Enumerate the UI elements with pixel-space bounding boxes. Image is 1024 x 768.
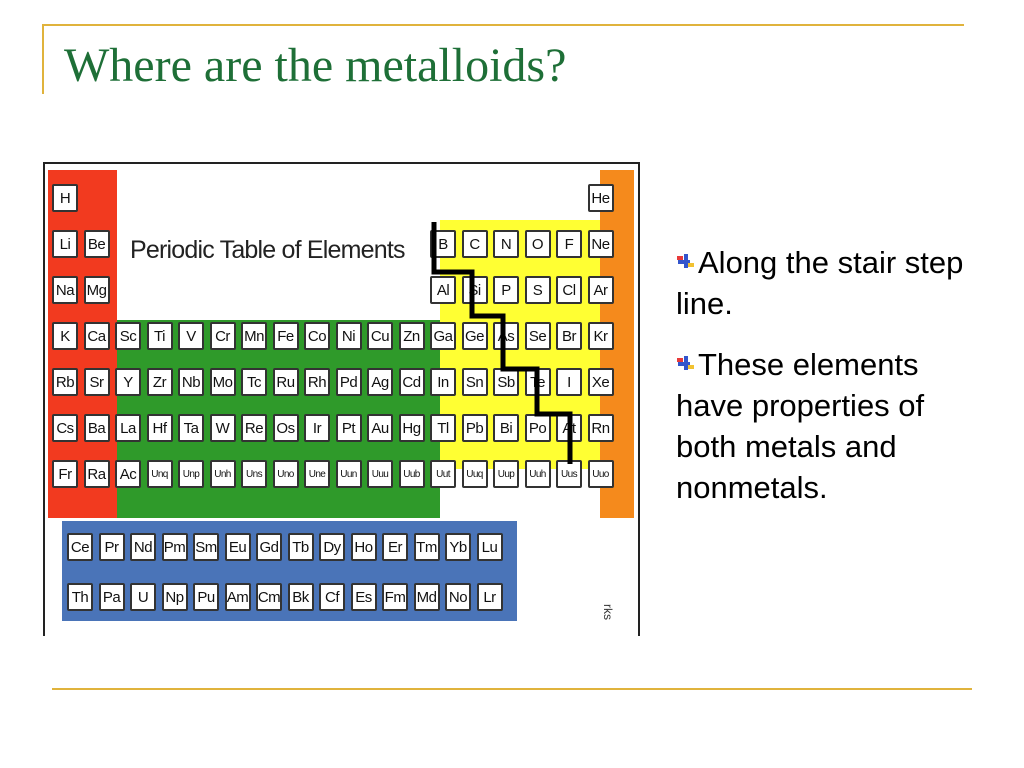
element-cell-tl: Tl [430,414,456,442]
element-cell-w: W [210,414,236,442]
image-credit: rks [601,604,615,620]
top-rule [42,24,964,26]
element-cell-ta: Ta [178,414,204,442]
element-cell-os: Os [273,414,299,442]
element-cell-rh: Rh [304,368,330,396]
element-cell-uut: Uut [430,460,456,488]
element-cell-as: As [493,322,519,350]
element-cell-al: Al [430,276,456,304]
element-cell-fm: Fm [382,583,408,611]
element-cell-lr: Lr [477,583,503,611]
element-cell-unh: Unh [210,460,236,488]
element-cell-uun: Uun [336,460,362,488]
element-cell-uuq: Uuq [462,460,488,488]
element-cell-br: Br [556,322,582,350]
element-cell-ar: Ar [588,276,614,304]
element-cell-y: Y [115,368,141,396]
element-cell-cm: Cm [256,583,282,611]
element-cell-ac: Ac [115,460,141,488]
bullet-text: Along the stair step line. [676,245,964,321]
element-cell-cl: Cl [556,276,582,304]
element-cell-hf: Hf [147,414,173,442]
left-rule [42,24,44,94]
element-cell-pd: Pd [336,368,362,396]
element-cell-ga: Ga [430,322,456,350]
element-cell-ir: Ir [304,414,330,442]
element-cell-ru: Ru [273,368,299,396]
element-cell-ba: Ba [84,414,110,442]
element-cell-dy: Dy [319,533,345,561]
element-cell-be: Be [84,230,110,258]
element-cell-re: Re [241,414,267,442]
element-cell-bk: Bk [288,583,314,611]
element-cell-unp: Unp [178,460,204,488]
element-cell-at: At [556,414,582,442]
element-cell-te: Te [525,368,551,396]
element-cell-uns: Uns [241,460,267,488]
element-cell-ho: Ho [351,533,377,561]
element-cell-se: Se [525,322,551,350]
element-cell-md: Md [414,583,440,611]
element-cell-nb: Nb [178,368,204,396]
element-cell-uuo: Uuo [588,460,614,488]
element-cell-mg: Mg [84,276,110,304]
element-cell-th: Th [67,583,93,611]
element-cell-uub: Uub [399,460,425,488]
element-cell-pt: Pt [336,414,362,442]
element-cell-c: C [462,230,488,258]
element-cell-tc: Tc [241,368,267,396]
element-cell-zr: Zr [147,368,173,396]
element-cell-uup: Uup [493,460,519,488]
element-cell-pu: Pu [193,583,219,611]
element-cell-sr: Sr [84,368,110,396]
element-cell-ag: Ag [367,368,393,396]
element-cell-gd: Gd [256,533,282,561]
element-cell-xe: Xe [588,368,614,396]
element-cell-v: V [178,322,204,350]
bullet-arrow-icon [676,240,696,260]
element-cell-kr: Kr [588,322,614,350]
element-cell-nd: Nd [130,533,156,561]
element-cell-i: I [556,368,582,396]
periodic-table-image [43,162,640,636]
bullet-item [676,342,986,508]
element-cell-unq: Unq [147,460,173,488]
element-cell-mn: Mn [241,322,267,350]
element-cell-ne: Ne [588,230,614,258]
table-heading: Periodic Table of Elements [130,236,405,264]
element-cell-zn: Zn [399,322,425,350]
bottom-rule [52,688,972,690]
element-cell-ge: Ge [462,322,488,350]
element-cell-sc: Sc [115,322,141,350]
element-cell-cr: Cr [210,322,236,350]
element-cell-uuu: Uuu [367,460,393,488]
element-cell-lu: Lu [477,533,503,561]
element-cell-bi: Bi [493,414,519,442]
element-cell-mo: Mo [210,368,236,396]
element-cell-cu: Cu [367,322,393,350]
element-cell-rb: Rb [52,368,78,396]
element-cell-b: B [430,230,456,258]
element-cell-u: U [130,583,156,611]
element-cell-p: P [493,276,519,304]
element-cell-k: K [52,322,78,350]
element-cell-fe: Fe [273,322,299,350]
bullet-arrow-icon [676,342,696,362]
element-cell-in: In [430,368,456,396]
element-cell-es: Es [351,583,377,611]
element-cell-pa: Pa [99,583,125,611]
element-cell-sb: Sb [493,368,519,396]
element-cell-co: Co [304,322,330,350]
element-cell-sn: Sn [462,368,488,396]
element-cell-si: Si [462,276,488,304]
element-cell-eu: Eu [225,533,251,561]
element-cell-am: Am [225,583,251,611]
element-cell-n: N [493,230,519,258]
element-cell-he: He [588,184,614,212]
element-cell-o: O [525,230,551,258]
element-cell-er: Er [382,533,408,561]
element-cell-li: Li [52,230,78,258]
element-cell-no: No [445,583,471,611]
element-cell-ni: Ni [336,322,362,350]
element-cell-rn: Rn [588,414,614,442]
bullet-list [676,240,986,526]
element-cell-uno: Uno [273,460,299,488]
element-cell-ra: Ra [84,460,110,488]
element-cell-uus: Uus [556,460,582,488]
element-cell-au: Au [367,414,393,442]
element-cell-cd: Cd [399,368,425,396]
element-cell-ti: Ti [147,322,173,350]
element-cell-s: S [525,276,551,304]
element-cell-une: Une [304,460,330,488]
element-cell-po: Po [525,414,551,442]
element-cell-pb: Pb [462,414,488,442]
slide-title: Where are the metalloids? [64,39,567,92]
element-cell-tm: Tm [414,533,440,561]
element-cell-ce: Ce [67,533,93,561]
element-cell-pm: Pm [162,533,188,561]
stair-step-polyline [434,222,570,464]
element-cell-tb: Tb [288,533,314,561]
element-cell-np: Np [162,583,188,611]
element-cell-fr: Fr [52,460,78,488]
element-cell-la: La [115,414,141,442]
stair-step-line [45,164,640,636]
element-cell-h: H [52,184,78,212]
element-cell-pr: Pr [99,533,125,561]
element-cell-ca: Ca [84,322,110,350]
element-cell-yb: Yb [445,533,471,561]
element-cell-f: F [556,230,582,258]
element-cell-sm: Sm [193,533,219,561]
bullet-text: These elements have properties of both metals and nonmetals. [676,347,925,505]
element-cell-na: Na [52,276,78,304]
element-cell-cs: Cs [52,414,78,442]
element-cell-uuh: Uuh [525,460,551,488]
element-cell-hg: Hg [399,414,425,442]
element-cell-cf: Cf [319,583,345,611]
bullet-item [676,240,986,324]
